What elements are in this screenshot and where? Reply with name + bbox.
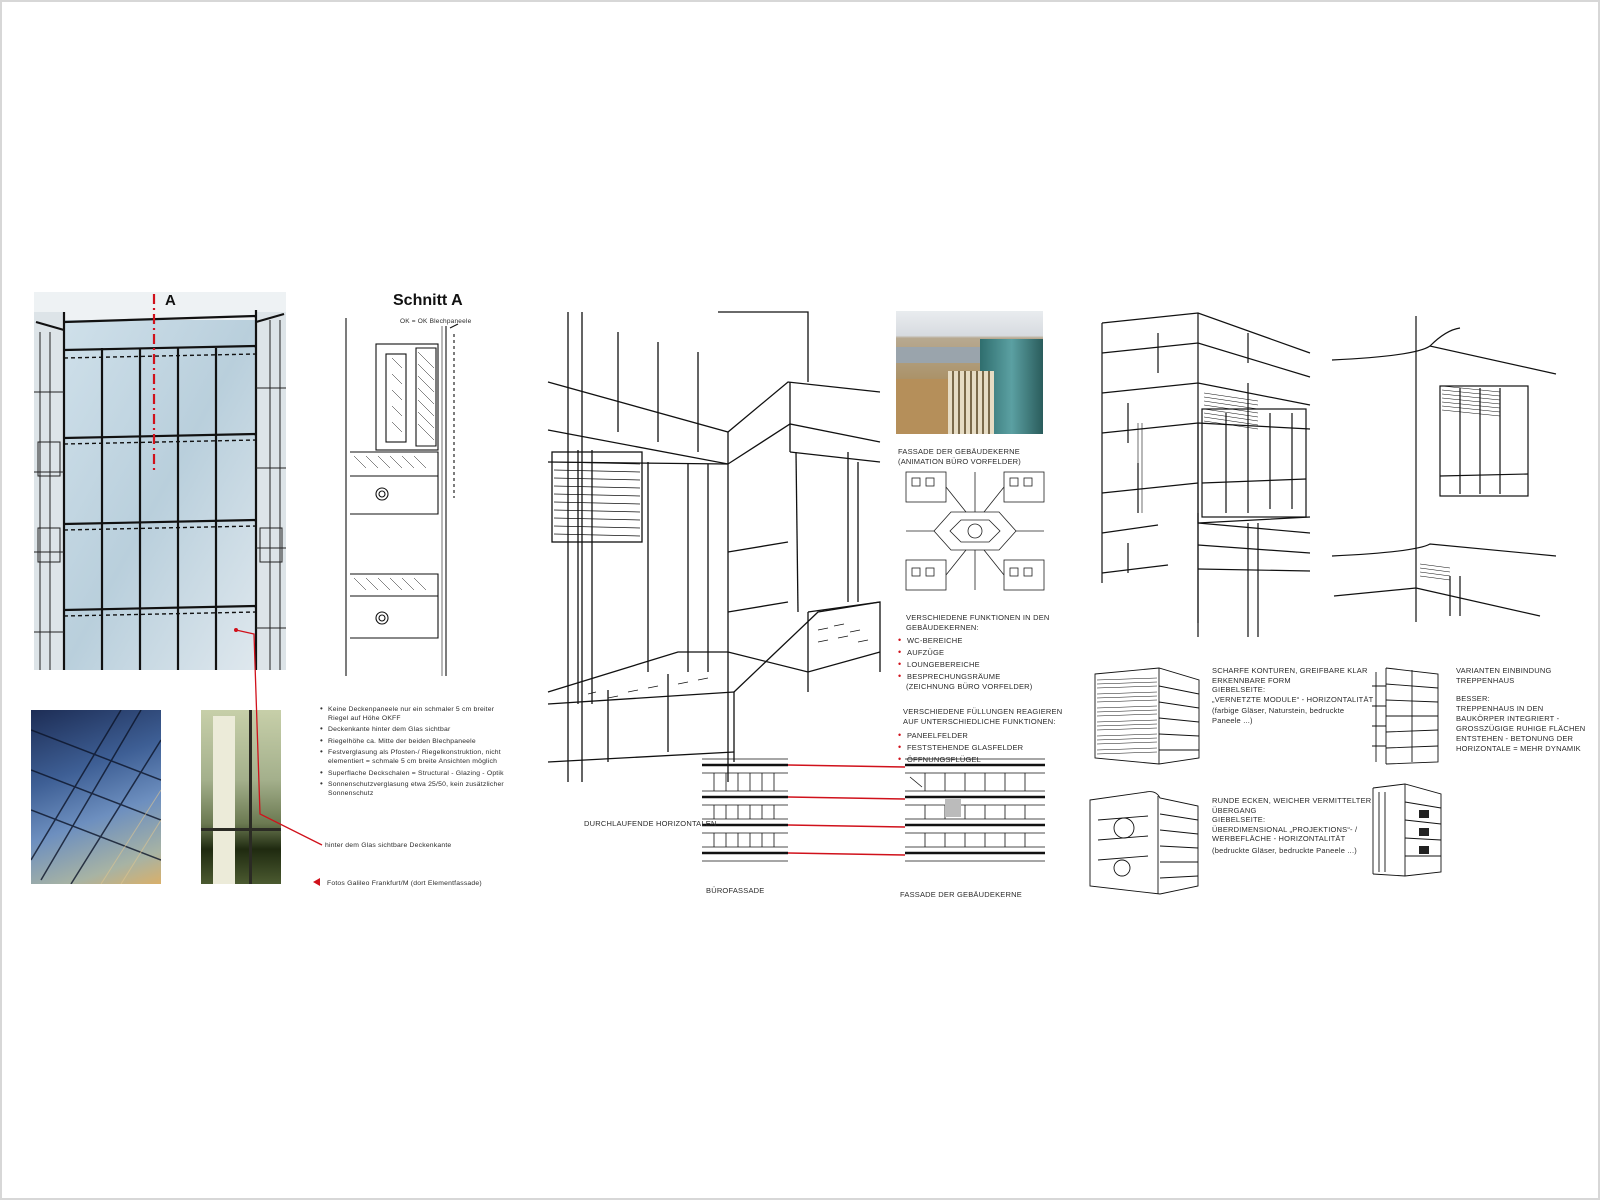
note-line: BESSER: bbox=[1456, 694, 1490, 703]
functions-heading-line: VERSCHIEDENE FUNKTIONEN IN DEN bbox=[906, 613, 1050, 622]
facade-note: • Sonnenschutzverglasung etwa 25/50, kein zusätzlicher Sonnenschutz bbox=[320, 781, 510, 798]
facade-note: • Superflache Deckschalen = Structural - Glazing - Optik bbox=[320, 770, 510, 779]
stair-variant-one bbox=[1372, 666, 1442, 764]
function-item: • AUFZÜGE bbox=[898, 647, 1000, 659]
animation-render bbox=[896, 311, 1043, 434]
note-line: GIEBELSEITE: bbox=[1212, 685, 1266, 694]
filling-item: • FESTSTEHENDE GLASFELDER bbox=[898, 742, 1023, 754]
note-line: GIEBELSEITE: bbox=[1212, 815, 1266, 824]
note-spacer bbox=[1456, 686, 1585, 694]
functions-list bbox=[898, 635, 1000, 683]
note-line: ÜBERGANG bbox=[1212, 805, 1257, 815]
callout-label: hinter dem Glas sichtbare Deckenkante bbox=[325, 842, 452, 849]
note-line: ERKENNBARE FORM bbox=[1212, 675, 1291, 685]
label-horizontals: DURCHLAUFENDE HORIZONTALEN bbox=[584, 819, 717, 828]
label-core-facade: FASSADE DER GEBÄUDEKERNE bbox=[900, 890, 1022, 899]
core-facade-perspective-sketch bbox=[548, 312, 880, 782]
functions-heading-line: GEBÄUDEKERNEN: bbox=[906, 622, 979, 632]
fillings-heading bbox=[903, 707, 1062, 726]
office-and-core-elevations bbox=[700, 755, 1045, 875]
round-corner-sketch bbox=[1330, 316, 1556, 622]
filling-item: • PANEELFELDER bbox=[898, 730, 1023, 742]
note-line: ENTSTEHEN - BETONUNG DER bbox=[1456, 734, 1574, 743]
function-item: • LOUNGEBEREICHE bbox=[898, 659, 1000, 671]
note-line: (farbige Gläser, Naturstein, bedruckte bbox=[1212, 706, 1345, 715]
facade-note: • Deckenkante hinter dem Glas sichtbar bbox=[320, 726, 510, 735]
animation-caption bbox=[898, 447, 1021, 466]
building-study-round bbox=[1088, 790, 1200, 896]
note-line: BAUKÖRPER INTEGRIERT - bbox=[1456, 714, 1560, 723]
function-item: • WC-BEREICHE bbox=[898, 635, 1000, 647]
note-line: ÜBERDIMENSIONAL „PROJEKTIONS“- / bbox=[1212, 824, 1358, 834]
photo-credit: Fotos Galileo Frankfurt/M (dort Elementfassade) bbox=[327, 880, 482, 887]
note-line: HORIZONTALE = MEHR DYNAMIK bbox=[1456, 744, 1581, 753]
section-note: OK = OK Blechpaneele bbox=[400, 318, 472, 325]
note-line: TREPPENHAUS IN DEN bbox=[1456, 704, 1544, 713]
note-line: WERBEFLÄCHE - HORIZONTALITÄT bbox=[1212, 834, 1346, 843]
note-line: VARIANTEN EINBINDUNG bbox=[1456, 666, 1552, 675]
section-title: Schnitt A bbox=[393, 292, 463, 309]
facade-note: • Keine Deckenpaneele nur ein schmaler 5 cm breiter Riegel auf Höhe OKFF bbox=[320, 706, 510, 723]
sharp-corner-sketch bbox=[1098, 313, 1310, 637]
facade-notes bbox=[320, 706, 510, 801]
note-stair-variants bbox=[1456, 666, 1585, 754]
functions-heading bbox=[906, 613, 1050, 632]
facade-note: • Riegelhöhe ca. Mitte der beiden Blechpaneele bbox=[320, 738, 510, 747]
note-line: „VERNETZTE MODULE“ - HORIZONTALITÄT bbox=[1212, 694, 1374, 704]
note-sharp-materials bbox=[1212, 706, 1344, 725]
functions-note: (ZEICHNUNG BÜRO VORFELDER) bbox=[906, 682, 1033, 691]
function-item: • BESPRECHUNGSRÄUME bbox=[898, 671, 1000, 683]
animation-caption-line: FASSADE DER GEBÄUDEKERNE bbox=[898, 447, 1020, 456]
fillings-heading-line: VERSCHIEDENE FÜLLUNGEN REAGIEREN bbox=[903, 707, 1063, 716]
filling-item: • ÖFFNUNGSFLÜGEL bbox=[898, 754, 1023, 766]
section-marker: A bbox=[165, 292, 176, 309]
stair-variant-two bbox=[1371, 784, 1443, 876]
animation-caption-line: (ANIMATION BÜRO VORFELDER) bbox=[898, 456, 1021, 466]
fillings-heading-line: AUF UNTERSCHIEDLICHE FUNKTIONEN: bbox=[903, 716, 1056, 726]
core-plan-drawing bbox=[906, 472, 1044, 590]
building-study-sharp bbox=[1093, 666, 1201, 768]
facade-note: • Festverglasung als Pfosten-/ Riegelkonstruktion, nicht elementiert = schmale 5 cm breite Ansichten möglich bbox=[320, 749, 510, 766]
note-line: SCHARFE KONTUREN, GREIFBARE KLAR bbox=[1212, 666, 1368, 675]
label-office-facade: BÜROFASSADE bbox=[706, 886, 765, 895]
note-line: Paneele ...) bbox=[1212, 715, 1253, 725]
note-round-materials: (bedruckte Gläser, bedruckte Paneele ...) bbox=[1212, 846, 1357, 855]
note-line: TREPPENHAUS bbox=[1456, 676, 1515, 685]
note-sharp-contours bbox=[1212, 666, 1373, 704]
note-line: GROSSZÜGIGE RUHIGE FLÄCHEN bbox=[1456, 724, 1586, 733]
note-round-corners bbox=[1212, 796, 1371, 844]
note-line: RUNDE ECKEN, WEICHER VERMITTELTER bbox=[1212, 796, 1372, 805]
